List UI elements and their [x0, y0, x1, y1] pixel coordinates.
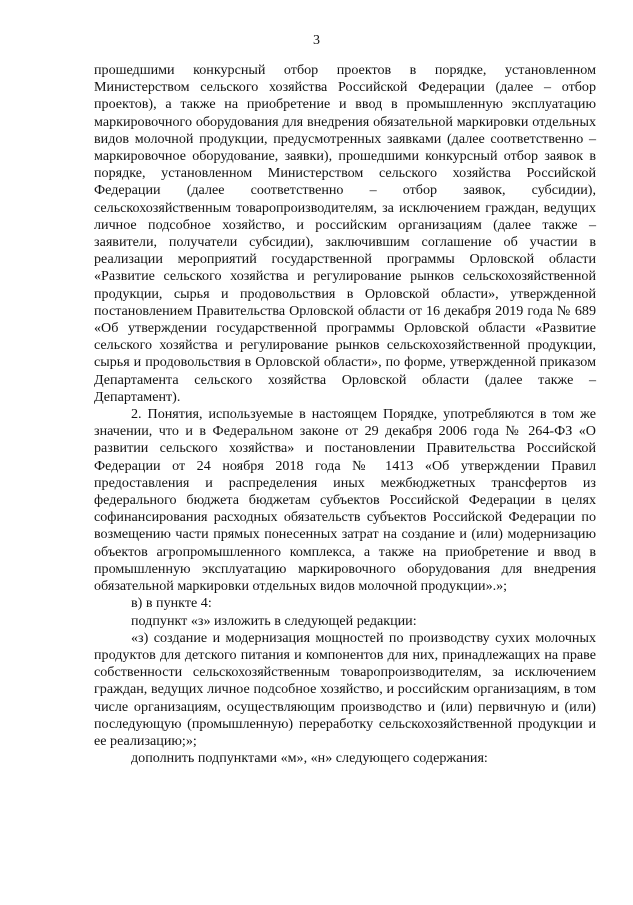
paragraph-subitem-z: «з) создание и модернизация мощностей по производству сухих молочных продуктов для детского питания и компонентов для них, принадлежащих на праве собственности сельскохозяйственным товаропроизводителям, за исключением граждан, ведущих личное подсобное хозяйство, и российским организациям, в том числе организациям, осуществляющим производство и (или) первичную и (или) последующую (промышленную) переработку сельскохозяйственной продукции и ее реализацию;»; — [94, 629, 596, 749]
paragraph-item-v: в) в пункте 4: — [131, 595, 212, 612]
paragraph-item-2: 2. Понятия, используемые в настоящем Порядке, употребляются в том же значении, что и в Федеральном законе от 29 декабря 2006 года № 264-ФЗ «О развитии сельского хозяйства» и постановлении Правительства Российской Федерации от 24 ноября 2018 года № 1413 «Об утверждении Правил предоставления и распределения иных межбюджетных трансфертов из федерального бюджета бюджетам субъектов Российской Федерации в целях софинансирования расходных обязательств субъектов Российской Федерации по возмещению части прямых понесенных затрат на создание и (или) модернизацию объектов агропромышленного комплекса, а также на приобретение и ввод в промышленную эксплуатацию маркировочного оборудования для внедрения обязательной маркировки отдельных видов молочной продукции».»; — [94, 406, 596, 595]
page-number: 3 — [313, 33, 320, 48]
paragraph-add-subitems: дополнить подпунктами «м», «н» следующего содержания: — [131, 750, 488, 767]
paragraph-subitem-z-intro: подпункт «з» изложить в следующей редакции: — [131, 612, 417, 629]
paragraph-continuation: прошедшими конкурсный отбор проектов в порядке, установленном Министерством сельского хозяйства Российской Федерации (далее – отбор проектов), а также на приобретение и ввод в промышленную эксплуатацию маркировочного оборудования для внедрения обязательной маркировки отдельных видов молочной продукции, предусмотренных заявками (далее соответственно – маркировочное оборудование, заявки), прошедшими конкурсный отбор заявок в порядке, установленном Министерством сельского хозяйства Российской Федерации (далее соответственно – отбор заявок, субсидии), сельскохозяйственным товаропроизводителям, за исключением граждан, ведущих личное подсобное хозяйство, и российским организациям (далее также – заявители, получатели субсидии), заключившим соглашение об участии в реализации мероприятий государственной программы Орловской области «Развитие сельского хозяйства и регулирование рынков сельскохозяйственной продукции, сырья и продовольствия в Орловской области», утвержденной постановлением Правительства Орловской области от 16 декабря 2019 года № 689 «Об утверждении государственной программы Орловской области «Развитие сельского хозяйства и регулирование рынков сельскохозяйственной продукции, сырья и продовольствия в Орловской области», по форме, утвержденной приказом Департамента сельского хозяйства Орловской области (далее также – Департамент). — [94, 62, 596, 405]
document-body — [94, 62, 596, 767]
